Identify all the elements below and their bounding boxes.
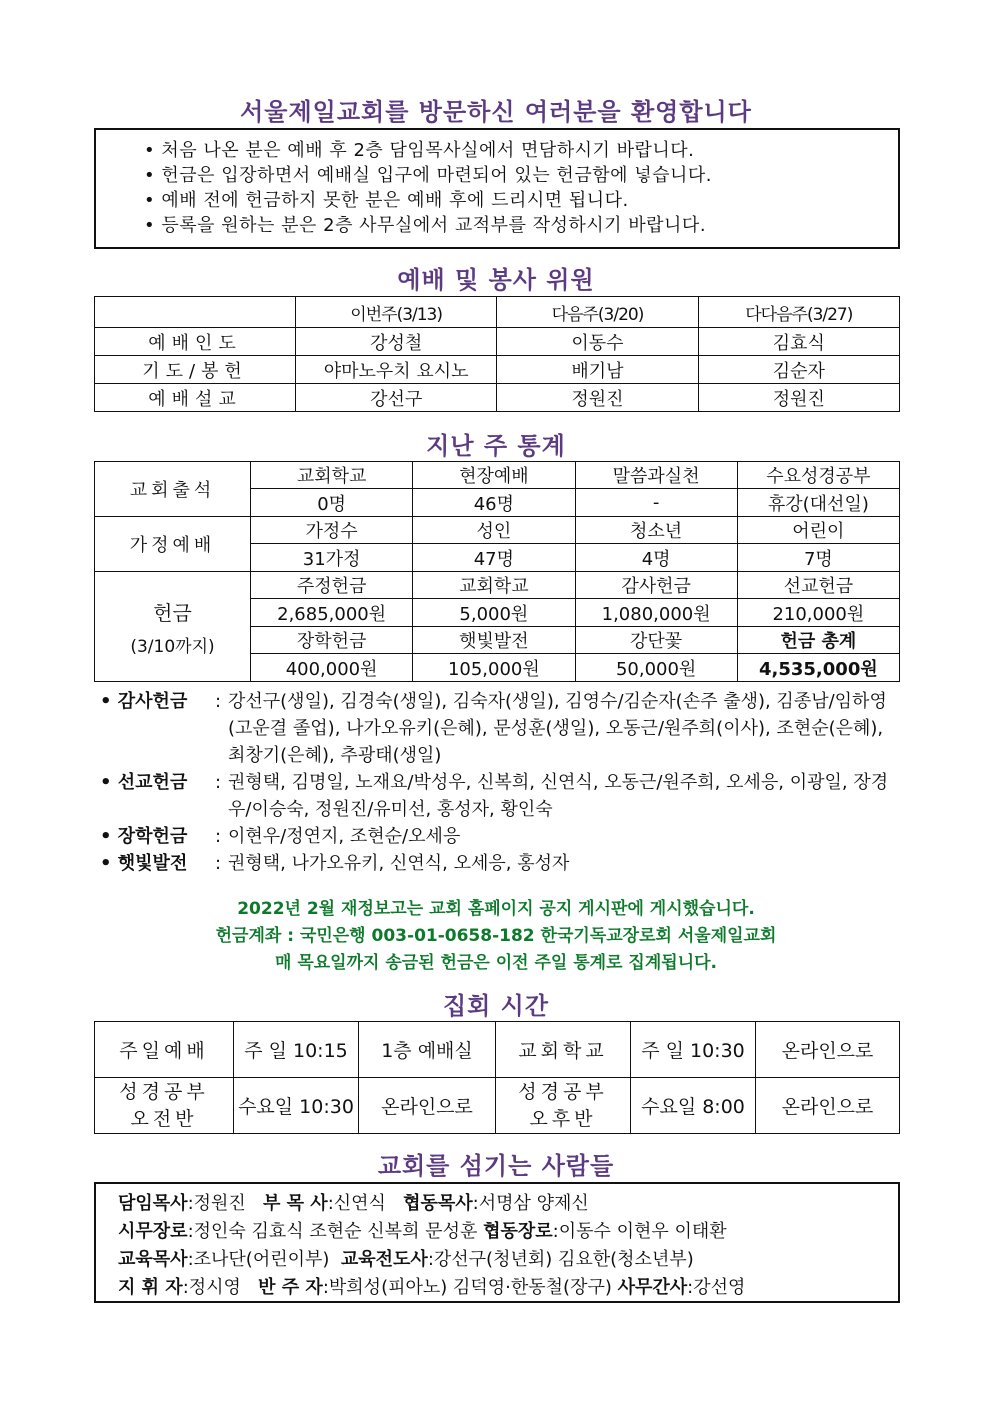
offering-value: 50,000원 [575, 654, 737, 682]
offering-label-cell [95, 572, 251, 682]
donor-row [100, 688, 900, 769]
welcome-item: • 등록을 원하는 분은 2층 사무실에서 교적부를 작성하시기 바랍니다. [144, 213, 898, 238]
meetings-table [94, 1021, 900, 1134]
staff-line: 시무장로:정인숙 김효식 조현순 신복희 문성훈 협동장로:이동수 이현우 이태환 [118, 1221, 727, 1242]
staff-person: 강선영 [693, 1277, 746, 1298]
family-header: 가정수 [251, 517, 413, 544]
donor-row [100, 823, 900, 850]
donor-list [100, 688, 900, 877]
family-header: 청소년 [575, 517, 737, 544]
welcome-item: • 헌금은 입장하면서 예배실 입구에 마련되어 있는 헌금함에 넣습니다. [144, 163, 898, 188]
meeting-name: 주일예배 [95, 1022, 234, 1078]
staff-role: 사무간사 [617, 1277, 688, 1298]
service-cell: 김순자 [698, 356, 899, 384]
staff-line: 교육목사:조나단(어린이부) 교육전도사:강선구(청년회) 김요한(청소년부) [118, 1249, 694, 1270]
service-header: 다음주(3/20) [497, 297, 698, 328]
offering-header: 선교헌금 [737, 572, 899, 599]
notice-block [0, 896, 992, 977]
staff-person: 서명삼 양제신 [478, 1193, 589, 1214]
staff-role: 지 휘 자 [118, 1277, 183, 1298]
service-row-label: 예배인도 [95, 328, 296, 356]
staff-person: 정원진 [193, 1193, 246, 1214]
service-cell: 정원진 [497, 384, 698, 412]
meeting-place: 온라인으로 [359, 1078, 496, 1134]
offering-header: 장학헌금 [251, 627, 413, 654]
offering-value: 5,000원 [413, 599, 575, 627]
donor-colon: : [214, 853, 222, 874]
service-row-label: 예배설교 [95, 384, 296, 412]
service-header: 이번주(3/13) [296, 297, 497, 328]
donor-colon: : [214, 826, 222, 847]
attendance-value: 0명 [251, 489, 413, 517]
attendance-header: 현장예배 [413, 462, 575, 489]
service-cell: 김효식 [698, 328, 899, 356]
service-cell: 강선구 [296, 384, 497, 412]
staff-person: 정시영 [188, 1277, 241, 1298]
offering-header: 햇빛발전 [413, 627, 575, 654]
offering-value: 210,000원 [737, 599, 899, 627]
staff-box [94, 1182, 900, 1303]
offering-header: 강단꽃 [575, 627, 737, 654]
staff-person: 조나단(어린이부) [193, 1249, 330, 1270]
staff-person: 박희성(피아노) 김덕영·한동철(장구) [328, 1277, 612, 1298]
meeting-place: 온라인으로 [756, 1022, 900, 1078]
stats-title: 지난 주 통계 [426, 432, 566, 460]
meeting-place: 온라인으로 [756, 1078, 900, 1134]
family-header: 성인 [413, 517, 575, 544]
family-value: 4명 [575, 544, 737, 572]
family-label: 가정예배 [95, 517, 251, 572]
meeting-time: 수요일 10:30 [234, 1078, 359, 1134]
meeting-name: 성경공부 오후반 [496, 1078, 631, 1134]
offering-header: 감사헌금 [575, 572, 737, 599]
staff-role: 교육전도사 [340, 1249, 428, 1270]
meeting-name: 성경공부 오전반 [95, 1078, 234, 1134]
staff-role: 담임목사 [118, 1193, 188, 1214]
meeting-name: 교회학교 [496, 1022, 631, 1078]
donor-colon: : [214, 691, 222, 712]
donor-category: • 선교헌금 [100, 769, 208, 823]
notice-line: 헌금계좌 : 국민은행 003-01-0658-182 한국기독교장로회 서울제일교회 [215, 926, 777, 946]
donor-names: 강선구(생일), 김경숙(생일), 김숙자(생일), 김영수/김순자(손주 출생), 김종남/임하영(고운결 졸업), 나가오유키(은혜), 문성훈(생일), 오동근/원주희(이사), 조현순(은혜), 최창기(은혜), 추광태(생일) [228, 691, 887, 766]
service-row-label: 기도/봉헌 [95, 356, 296, 384]
offering-period: (3/10까지) [130, 636, 215, 657]
welcome-box [94, 128, 900, 249]
staff-role: 반 주 자 [258, 1277, 323, 1298]
donor-names: 이현우/정연지, 조현순/오세응 [228, 826, 461, 847]
offering-total-value: 4,535,000원 [737, 654, 899, 682]
donor-row [100, 769, 900, 823]
service-cell: 정원진 [698, 384, 899, 412]
meeting-time: 수요일 8:00 [631, 1078, 756, 1134]
notice-line: 2022년 2월 재정보고는 교회 홈페이지 공지 게시판에 게시했습니다. [237, 899, 755, 919]
meeting-place: 1층 예배실 [359, 1022, 496, 1078]
offering-header: 교회학교 [413, 572, 575, 599]
attendance-value: - [575, 489, 737, 517]
meeting-time: 주 일 10:30 [631, 1022, 756, 1078]
welcome-item: • 처음 나온 분은 예배 후 2층 담임목사실에서 면담하시기 바랍니다. [144, 138, 898, 163]
staff-line: 담임목사:정원진 부 목 사:신연식 협동목사:서명삼 양제신 [118, 1193, 589, 1214]
staff-person: 신연식 [333, 1193, 386, 1214]
staff-role: 협동장로 [483, 1221, 553, 1242]
family-value: 7명 [737, 544, 899, 572]
service-cell: 이동수 [497, 328, 698, 356]
family-value: 31가정 [251, 544, 413, 572]
offering-header: 주정헌금 [251, 572, 413, 599]
staff-person: 강선구(청년회) 김요한(청소년부) [433, 1249, 694, 1270]
staff-title: 교회를 섬기는 사람들 [377, 1152, 615, 1180]
attendance-label: 교회출석 [95, 462, 251, 517]
family-value: 47명 [413, 544, 575, 572]
staff-line: 지 휘 자:정시영 반 주 자:박희성(피아노) 김덕영·한동철(장구) 사무간사:강선영 [118, 1277, 746, 1298]
offering-label: 헌금 [153, 600, 192, 625]
donor-names: 권형택, 김명일, 노재요/박성우, 신복희, 신연식, 오동근/원주희, 오세응, 이광일, 장경우/이승숙, 정원진/유미선, 홍성자, 황인숙 [228, 772, 889, 820]
donor-category: • 햇빛발전 [100, 850, 208, 877]
service-table [94, 296, 900, 412]
stats-table [94, 461, 900, 682]
offering-total-header: 헌금 총계 [737, 627, 899, 654]
offering-value: 1,080,000원 [575, 599, 737, 627]
donor-category: • 감사헌금 [100, 688, 208, 769]
welcome-title: 서울제일교회를 방문하신 여러분을 환영합니다 [240, 98, 752, 126]
staff-person: 이동수 이현우 이태환 [558, 1221, 727, 1242]
service-header: 다다음주(3/27) [698, 297, 899, 328]
meeting-time: 주 일 10:15 [234, 1022, 359, 1078]
offering-value: 400,000원 [251, 654, 413, 682]
notice-line: 매 목요일까지 송금된 헌금은 이전 주일 통계로 집계됩니다. [274, 953, 717, 973]
service-cell: 야마노우치 요시노 [296, 356, 497, 384]
donor-row [100, 850, 900, 877]
staff-role: 협동목사 [403, 1193, 473, 1214]
attendance-header: 교회학교 [251, 462, 413, 489]
attendance-header: 수요성경공부 [737, 462, 899, 489]
offering-value: 105,000원 [413, 654, 575, 682]
offering-value: 2,685,000원 [251, 599, 413, 627]
staff-person: 정인숙 김효식 조현순 신복희 문성훈 [193, 1221, 478, 1242]
staff-role: 부 목 사 [262, 1193, 328, 1214]
donor-colon: : [214, 772, 222, 793]
service-title: 예배 및 봉사 위원 [397, 266, 595, 294]
service-header-blank [95, 297, 296, 328]
attendance-header: 말씀과실천 [575, 462, 737, 489]
donor-category: • 장학헌금 [100, 823, 208, 850]
attendance-value: 46명 [413, 489, 575, 517]
staff-role: 교육목사 [118, 1249, 188, 1270]
family-header: 어린이 [737, 517, 899, 544]
donor-names: 권형택, 나가오유키, 신연식, 오세응, 홍성자 [228, 853, 570, 874]
service-cell: 배기남 [497, 356, 698, 384]
meetings-title: 집회 시간 [442, 992, 550, 1020]
service-cell: 강성철 [296, 328, 497, 356]
welcome-item: • 예배 전에 헌금하지 못한 분은 예배 후에 드리시면 됩니다. [144, 188, 898, 213]
staff-role: 시무장로 [118, 1221, 188, 1242]
attendance-value: 휴강(대선일) [737, 489, 899, 517]
